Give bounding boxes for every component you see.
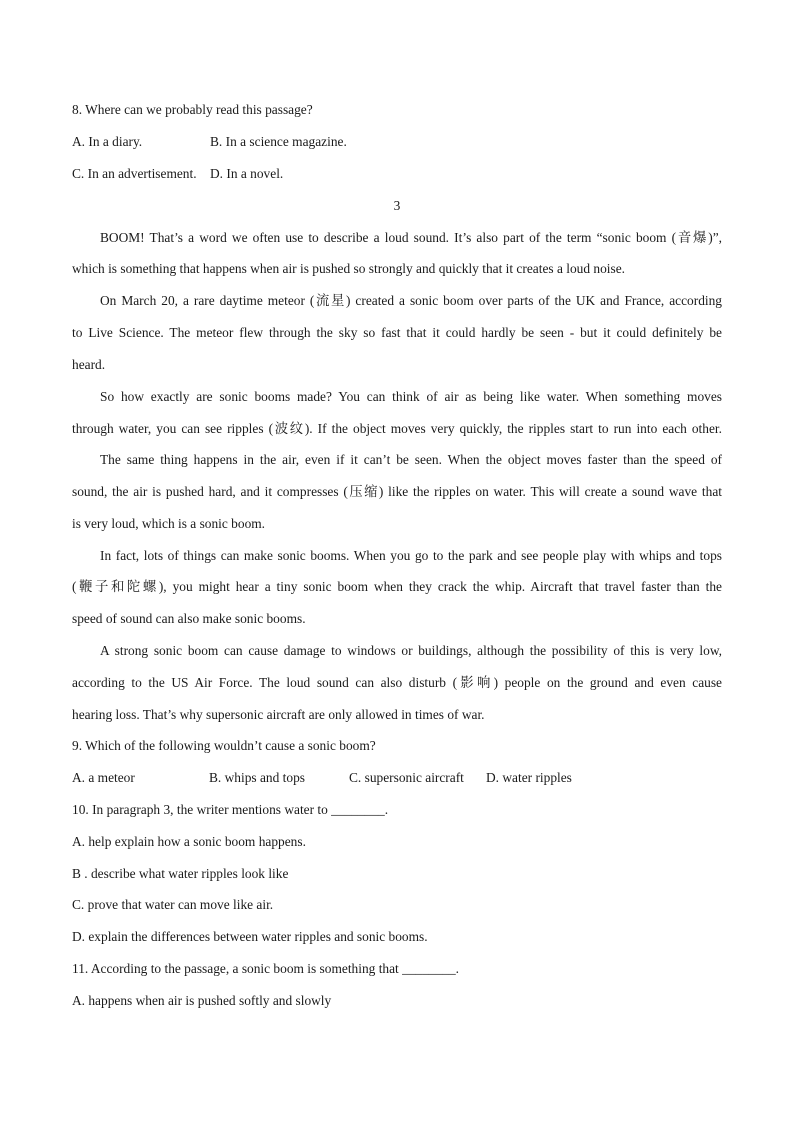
option-b: B. whips and tops — [209, 770, 305, 785]
passage-line: to Live Science. The meteor flew through the sky so fast that it could hardly be seen - but it could definitely be — [72, 325, 722, 340]
option-b: B . describe what water ripples look like — [72, 866, 289, 881]
option-a: A. In a diary. — [72, 134, 143, 149]
option-b: B. In a science magazine. — [210, 134, 347, 149]
question-8: 8. Where can we probably read this passage? — [72, 102, 313, 117]
passage-line: hearing loss. That’s why supersonic aircraft are only allowed in times of war. — [72, 707, 485, 722]
option-a: A. a meteor — [72, 770, 135, 785]
option-a: A. happens when air is pushed softly and slowly — [72, 993, 332, 1008]
passage-line: sound, the air is pushed hard, and it compresses (压缩) like the ripples on water. This will create a sound wave that — [72, 484, 722, 499]
passage-line: which is something that happens when air is pushed so strongly and quickly that it creates a loud noise. — [72, 261, 626, 276]
passage-line: A strong sonic boom can cause damage to windows or buildings, although the possibility of this is very low, — [100, 643, 722, 658]
passage-line: On March 20, a rare daytime meteor (流星) created a sonic boom over parts of the UK and France, according — [100, 293, 722, 308]
passage-line: speed of sound can also make sonic booms. — [72, 611, 306, 626]
option-c: C. supersonic aircraft — [349, 770, 464, 785]
question-10: 10. In paragraph 3, the writer mentions water to ________. — [72, 802, 389, 817]
passage-line: In fact, lots of things can make sonic booms. When you go to the park and see people play with whips and tops — [100, 548, 722, 563]
section-number: 3 — [393, 198, 401, 213]
question-8-options-row-2 — [72, 165, 722, 183]
passage-line: So how exactly are sonic booms made? You can think of air as being like water. When something moves — [100, 389, 722, 404]
question-9-options — [72, 769, 722, 787]
question-9: 9. Which of the following wouldn’t cause a sonic boom? — [72, 738, 376, 753]
option-a: A. help explain how a sonic boom happens. — [72, 834, 306, 849]
option-c: C. In an advertisement. — [72, 166, 197, 181]
passage-line: (鞭子和陀螺), you might hear a tiny sonic boom when they crack the whip. Aircraft that travel faster than the — [72, 579, 722, 594]
passage-line: according to the US Air Force. The loud sound can also disturb (影响) people on the ground and even cause — [72, 675, 722, 690]
option-d: D. explain the differences between water ripples and sonic booms. — [72, 929, 428, 944]
option-c: C. prove that water can move like air. — [72, 897, 274, 912]
question-8-options-row-1 — [72, 133, 722, 151]
passage-line: The same thing happens in the air, even if it can’t be seen. When the object moves faster than the speed of — [100, 452, 722, 467]
passage-line: heard. — [72, 357, 106, 372]
passage-line: BOOM! That’s a word we often use to describe a loud sound. It’s also part of the term “sonic boom (音爆)”, — [100, 230, 722, 245]
passage-line: through water, you can see ripples (波纹). If the object moves very quickly, the ripples start to run into each other. — [72, 421, 722, 436]
passage-line: is very loud, which is a sonic boom. — [72, 516, 266, 531]
question-11: 11. According to the passage, a sonic boom is something that ________. — [72, 961, 460, 976]
option-d: D. In a novel. — [210, 166, 284, 181]
option-d: D. water ripples — [486, 770, 572, 785]
